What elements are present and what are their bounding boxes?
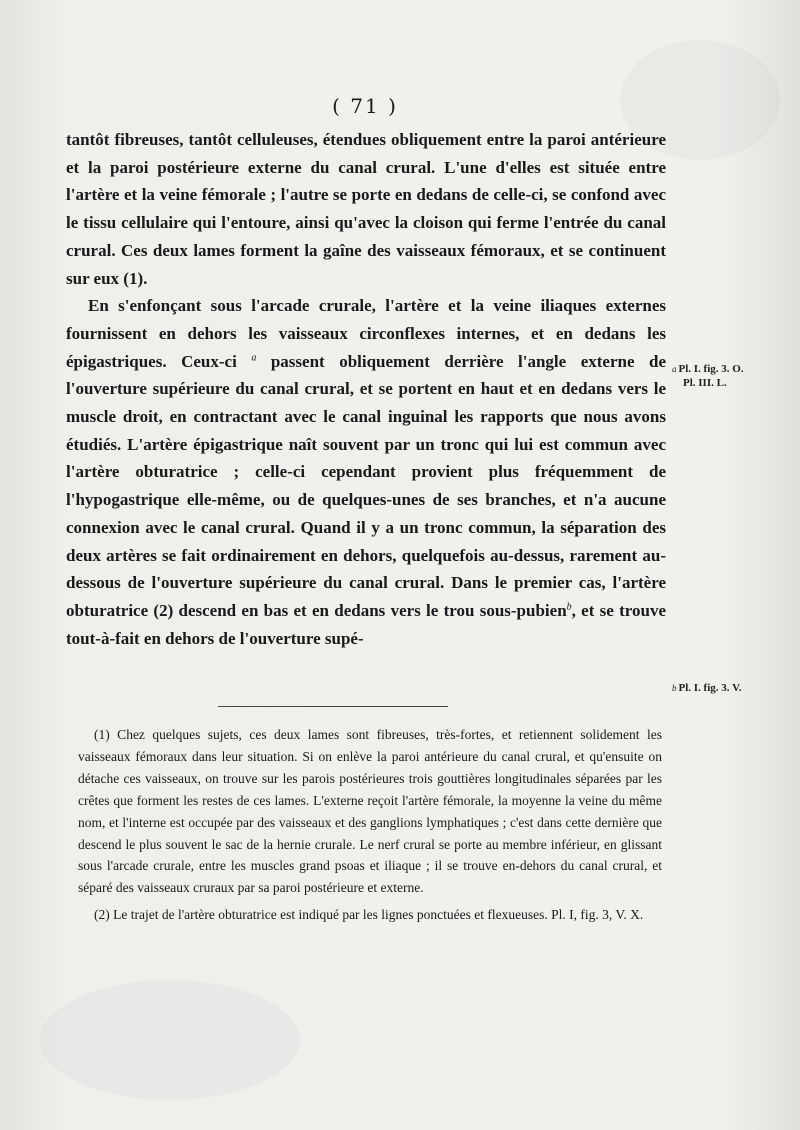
paragraph-1: tantôt fibreuses, tantôt celluleuses, étendues obliquement entre la paroi antérieure et la paroi postérieure externe du canal crural. L'une d'elles est située entre l'artère et la veine fémorale ; l'autre se porte en dedans de celle-ci, se confond avec le tissu cellulaire qui l'entoure, ainsi qu'avec la cloison qui ferme l'entrée du canal crural. Ces deux lames forment la gaîne des vaisseaux fémoraux, et se continuent sur eux (1). <box>66 130 666 288</box>
footnote-1: (1) Chez quelques sujets, ces deux lames sont fibreuses, très-fortes, et retiennent solidement les vaisseaux fémoraux dans leur situation. Si on enlève la paroi antérieure du canal crural, et qu'ensuite on détache ces vaisseaux, on trouve sur les parois postérieures trois gouttières longitudinales séparées par les crêtes que forment les restes de ces lames. L'externe reçoit l'artère fémorale, la moyenne la veine du même nom, et l'interne est occupée par des vaisseaux et des ganglions lymphatiques ; c'est dans cette dernière que descend le plus souvent le sac de la hernie crurale. Le nerf crural se porte au membre inférieur, en glissant sous l'arcade crurale, entre les muscles grand psoas et iliaque ; il se trouve en-dehors du canal crural, et séparé des vaisseaux cruraux par sa paroi postérieure et externe. <box>78 727 662 896</box>
note-reference-a: a <box>251 351 257 363</box>
margin-note-a-line-1: Pl. I. fig. 3. O. <box>678 363 744 375</box>
margin-note-b <box>672 681 741 695</box>
main-text <box>66 126 666 652</box>
paragraph-2 <box>66 292 666 652</box>
footnote-rule <box>218 706 448 707</box>
margin-note-a <box>672 362 744 390</box>
paragraph-2-text: , et se trouve tout-à-fait en dehors de l'ouverture supé- <box>66 600 666 648</box>
paper-stain <box>40 980 300 1100</box>
margin-note-b-line-1: Pl. I. fig. 3. V. <box>678 682 742 694</box>
paragraph-2-text: passent obliquement derrière l'angle externe de l'ouverture supérieure du canal crural, et se portent en haut et en dedans vers le muscle droit, en contractant avec le canal inguinal les rapports que nous avons étudiés. L'artère épigastrique naît souvent par un tronc qui lui est commun avec l'artère obturatrice ; celle-ci cependant provient plus fréquemment de l'hypogastrique elle-même, ou de quelques-unes de ses branches, et n'a aucune connexion avec le canal crural. Quand il y a un tronc commun, la séparation des deux artères se fait ordinairement en dehors, quelquefois au-dessus, rarement au-dessous de l'ouverture supérieure du canal crural. Dans le premier cas, l'artère obturatrice (2) descend en bas et en dedans vers le trou sous-pubien <box>66 351 667 620</box>
paragraph-2-text: En s'enfonçant sous l'arcade crurale, l'artère et la veine iliaques externes fournissent en dehors les vaisseaux circonflexes internes, et en dedans les épigastriques. Ceux-ci <box>66 296 666 371</box>
margin-note-a-letter: a <box>672 364 677 374</box>
margin-note-a-line-2: Pl. III. L. <box>683 377 727 389</box>
margin-note-b-letter: b <box>672 683 677 693</box>
footnote-2: (2) Le trajet de l'artère obturatrice est indiqué par les lignes ponctuées et flexueuses. Pl. I, fig. 3, V. X. <box>94 907 644 923</box>
note-reference-b: b <box>566 601 572 613</box>
footnotes <box>78 724 662 931</box>
page-number: ( 71 ) <box>332 94 398 118</box>
